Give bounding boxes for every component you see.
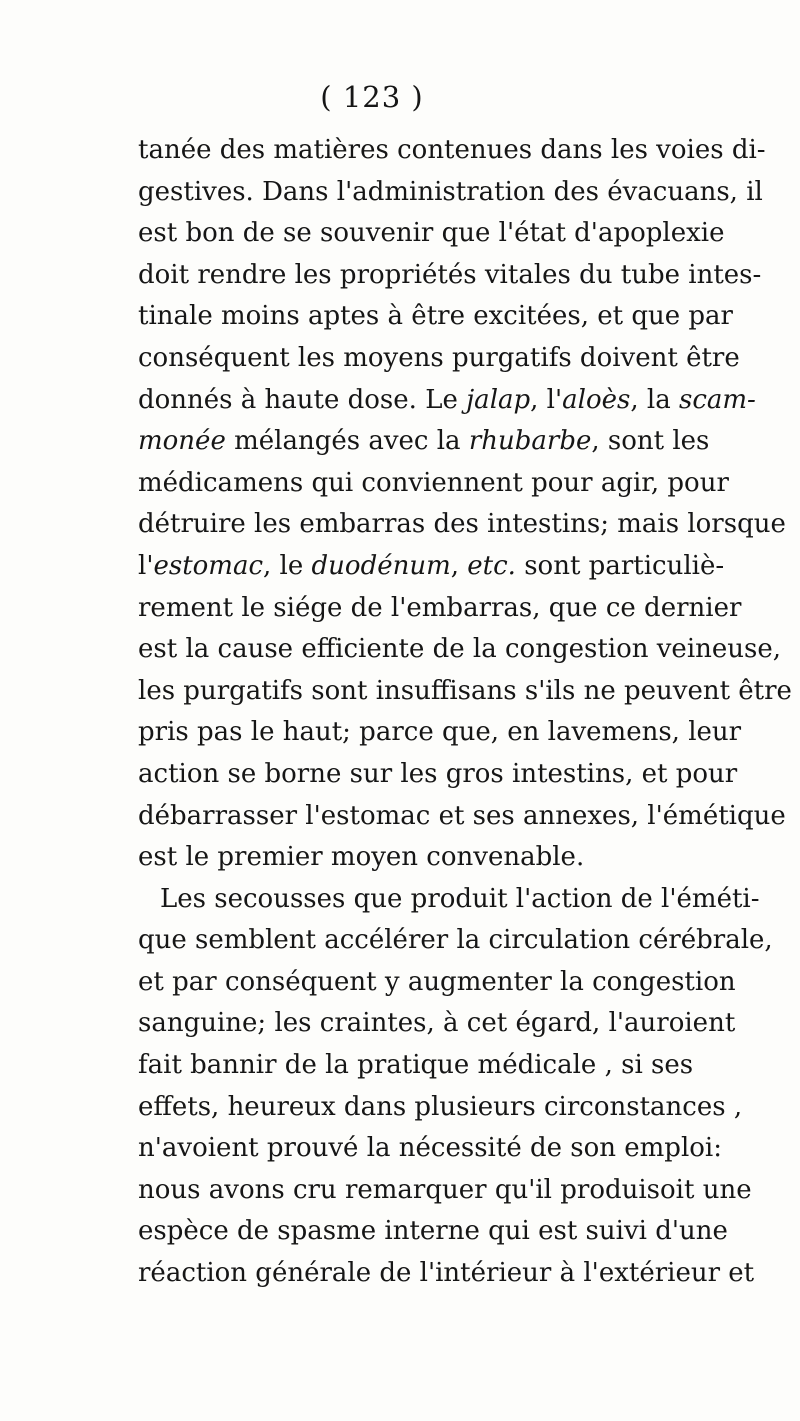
text-segment: que semblent accélérer la circulation cérébrale, [138, 925, 773, 956]
text-segment: débarrasser l'estomac et ses annexes, l'émétique [138, 800, 786, 831]
text-segment: nous avons cru remarquer qu'il produisoit une [138, 1174, 752, 1205]
text-line [138, 879, 760, 921]
text-segment: Les secousses que produit l'action de l'éméti- [160, 883, 760, 914]
text-segment: est le premier moyen convenable. [138, 842, 585, 873]
text-segment: doit rendre les propriétés vitales du tube intes- [138, 259, 762, 290]
text-line [138, 213, 725, 255]
text-segment: n'avoient prouvé la nécessité de son emploi: [138, 1133, 722, 1164]
text-line [138, 754, 738, 796]
text-segment: l' [138, 550, 154, 581]
text-segment: tinale moins aptes à être excitées, et que par [138, 301, 733, 332]
text-line [138, 712, 742, 754]
text-segment: sanguine; les craintes, à cet égard, l'auroient [138, 1008, 736, 1039]
page-number: ( 123 ) [320, 80, 424, 114]
text-segment: et par conséquent y augmenter la congestion [138, 966, 736, 997]
text-segment: médicamens qui conviennent pour agir, pour [138, 467, 729, 498]
text-line [138, 1128, 722, 1170]
text-segment: pris pas le haut; parce que, en lavemens, leur [138, 717, 742, 748]
text-line [138, 421, 710, 463]
text-line [138, 338, 740, 380]
text-segment: gestives. Dans l'administration des évacuans, il [138, 176, 763, 207]
text-segment: rement le siége de l'embarras, que ce dernier [138, 592, 742, 623]
text-segment: donnés à haute dose. Le [138, 384, 467, 415]
text-line [138, 1045, 694, 1087]
text-line [138, 920, 773, 962]
italic-term: jalap [466, 384, 531, 415]
text-segment: est la cause efficiente de la congestion veineuse, [138, 634, 782, 665]
text-segment: conséquent les moyens purgatifs doivent être [138, 342, 740, 373]
text-segment: , la [630, 384, 679, 415]
italic-term: rhubarbe [468, 426, 592, 457]
text-segment: espèce de spasme interne qui est suivi d'une [138, 1216, 728, 1247]
italic-term: etc. [467, 550, 516, 581]
italic-term: estomac [153, 550, 264, 581]
text-segment: , le [263, 550, 312, 581]
text-line [138, 546, 725, 588]
text-segment: , l' [530, 384, 563, 415]
text-line [138, 172, 763, 214]
text-line [138, 255, 762, 297]
text-line [138, 1170, 752, 1212]
text-segment: action se borne sur les gros intestins, et pour [138, 758, 738, 789]
text-segment: les purgatifs sont insuffisans s'ils ne peuvent être [138, 675, 792, 706]
text-line [138, 1087, 743, 1129]
text-line [138, 296, 733, 338]
text-line [138, 130, 766, 172]
text-segment: effets, heureux dans plusieurs circonstances , [138, 1091, 743, 1122]
text-segment: détruire les embarras des intestins; mais lorsque [138, 509, 786, 540]
text-segment: , sont les [591, 426, 710, 457]
text-segment: , [450, 550, 468, 581]
italic-term: aloès [562, 384, 631, 415]
body-text [138, 130, 792, 1295]
italic-term: monée [138, 426, 226, 457]
text-line [138, 588, 742, 630]
text-line [138, 962, 736, 1004]
text-segment: sont particuliè- [515, 550, 725, 581]
text-line [138, 837, 678, 879]
text-line [138, 1253, 755, 1295]
italic-term: scam- [678, 384, 756, 415]
text-line [138, 1003, 736, 1045]
text-line [138, 629, 782, 671]
text-segment: tanée des matières contenues dans les voies di- [138, 135, 766, 165]
text-segment: mélangés avec la [225, 426, 469, 457]
text-line [138, 1211, 728, 1253]
text-segment: fait bannir de la pratique médicale , si ses [138, 1050, 694, 1081]
text-line [138, 671, 792, 713]
italic-term: duodénum [311, 550, 451, 581]
text-line [138, 504, 786, 546]
text-segment: réaction générale de l'intérieur à l'extérieur et [138, 1258, 755, 1289]
text-segment: est bon de se souvenir que l'état d'apoplexie [138, 218, 725, 249]
text-line [138, 463, 729, 505]
text-line [138, 796, 786, 838]
text-line [138, 380, 756, 422]
